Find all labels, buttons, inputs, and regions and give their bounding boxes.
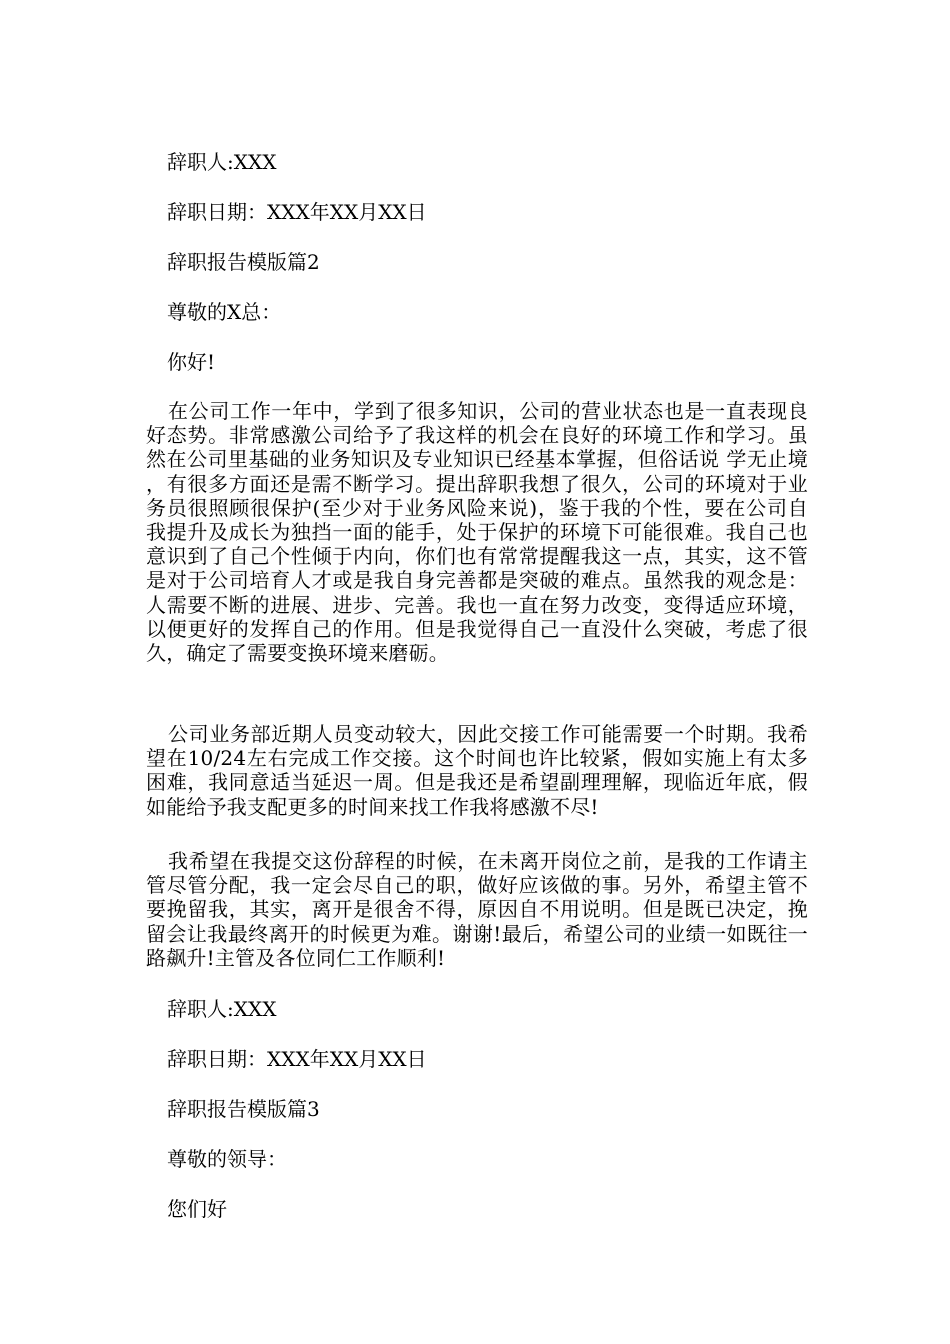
resignation-date-line: 辞职日期：XXX年XX月XX日: [167, 1047, 427, 1071]
signer-line: 辞职人:XXX: [167, 997, 277, 1021]
section-heading: 辞职报告模版篇3: [167, 1097, 320, 1121]
body-paragraph: 公司业务部近期人员变动较大，因此交接工作可能需要一个时期。我希望在10/24左右完成工作交接。这个时间也许比较紧，假如实施上有太多困难，我同意适当延迟一周。但是我还是希望副理理解，现临近年底，假如能给予我支配更多的时间来找工作我将感激不尽!: [146, 722, 808, 819]
salutation: 尊敬的X总：: [167, 300, 282, 324]
section-heading: 辞职报告模版篇2: [167, 250, 320, 274]
signer-line: 辞职人:XXX: [167, 150, 277, 174]
body-paragraph: 我希望在我提交这份辞程的时候，在未离开岗位之前，是我的工作请主管尽管分配，我一定会尽自己的职，做好应该做的事。另外，希望主管不要挽留我，其实，离开是很舍不得，原因自不用说明。但是既已决定，挽留会让我最终离开的时候更为难。谢谢!最后，希望公司的业绩一如既往一路飙升!主管及各位同仁工作顺利!: [146, 849, 808, 970]
body-paragraph: 在公司工作一年中，学到了很多知识，公司的营业状态也是一直表现良好态势。非常感激公司给予了我这样的机会在良好的环境工作和学习。虽然在公司里基础的业务知识及专业知识已经基本掌握，但俗话说 学无止境 ，有很多方面还是需不断学习。提出辞职我想了很久，公司的环境对于业务员很照顾很保护(至少对于业务风险来说)，鉴于我的个性，要在公司自我提升及成长为独挡一面的能手，处于保护的环境下可能很难。我自己也意识到了自己个性倾于内向，你们也有常常提醒我这一点，其实，这不管是对于公司培育人才或是我自身完善都是突破的难点。虽然我的观念是：人需要不断的进展、进步、完善。我也一直在努力改变，变得适应环境，以便更好的发挥自己的作用。但是我觉得自己一直没什么突破，考虑了很久，确定了需要变换环境来磨砺。: [146, 399, 808, 666]
greeting: 你好!: [167, 350, 216, 374]
resignation-date-line: 辞职日期：XXX年XX月XX日: [167, 200, 427, 224]
greeting: 您们好: [167, 1197, 227, 1221]
salutation: 尊敬的领导：: [167, 1147, 287, 1171]
